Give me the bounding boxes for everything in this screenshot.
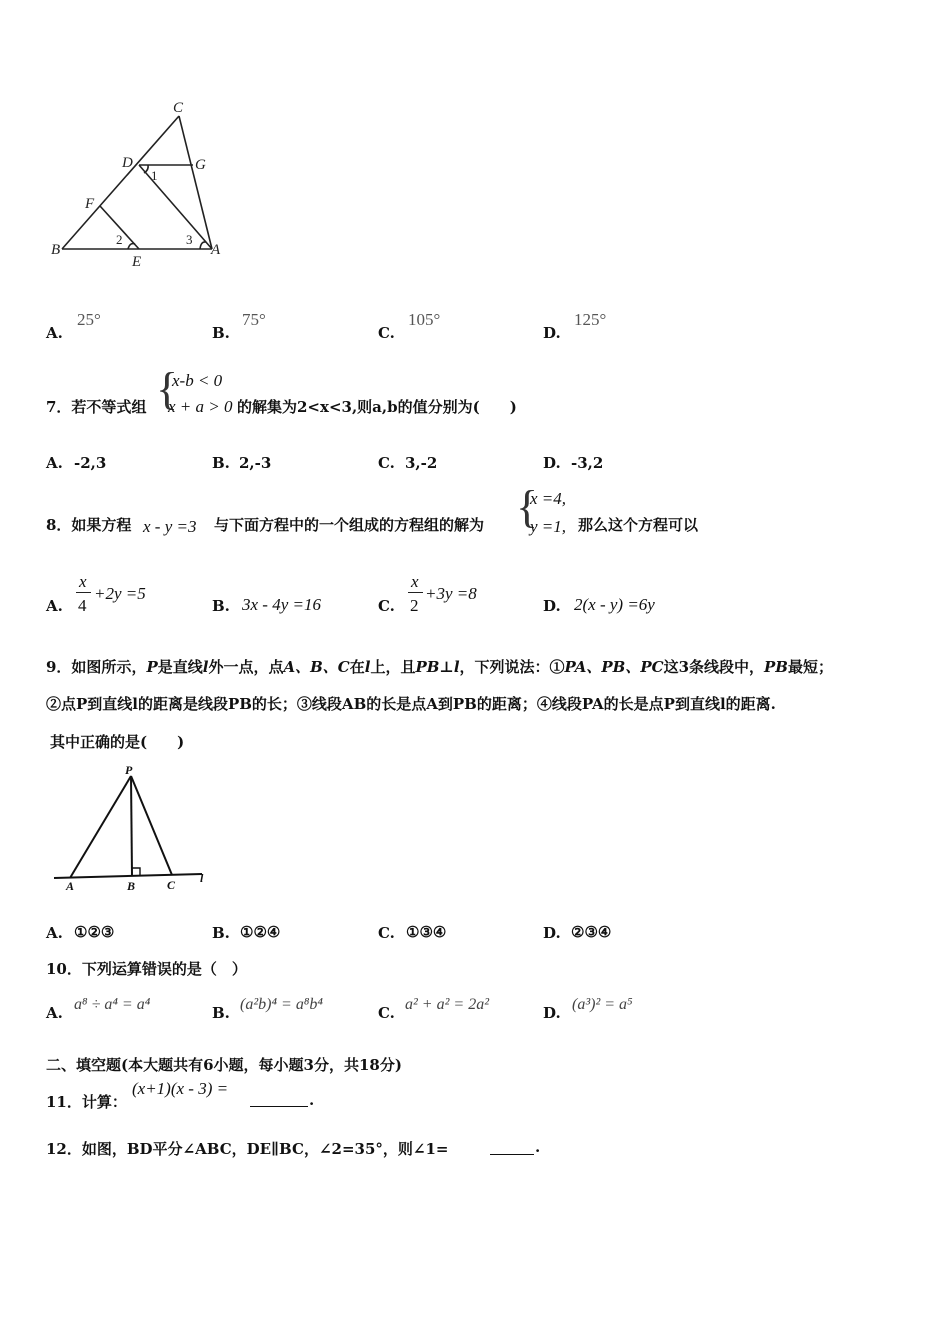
q9-segment-pb: PB	[764, 658, 788, 676]
fig9-label-A: A	[66, 879, 75, 893]
q9-point-p: P	[146, 658, 158, 676]
q7-option-d-label[interactable]: D.	[543, 454, 561, 472]
q11-number: 11．计算：	[46, 1093, 127, 1111]
q8-option-a-rest: +2y =5	[94, 584, 146, 603]
fig9-label-B: B	[127, 879, 136, 893]
q6-option-c-value: 105°	[408, 310, 441, 329]
q7-option-d-value: -3,2	[571, 454, 604, 472]
q8-option-d-label[interactable]: D.	[543, 597, 561, 615]
q11-expression: (x+1)(x - 3) =	[132, 1079, 229, 1098]
q11-answer-blank[interactable]	[250, 1090, 308, 1107]
q9-text-e: 上，且	[370, 658, 416, 676]
label-A: A	[211, 242, 221, 258]
q9-perpendicular: PB⊥l	[415, 658, 460, 676]
q6-option-a-label[interactable]: A.	[46, 324, 63, 342]
label-angle-3: 3	[186, 232, 193, 247]
q7-inequality-2: x + a > 0	[168, 397, 233, 416]
line-l	[54, 874, 202, 878]
q7-option-a-value: -2,3	[74, 454, 107, 472]
label-D: D	[122, 155, 133, 171]
q10-option-a-label[interactable]: A.	[46, 1004, 63, 1022]
q12-answer-blank[interactable]	[490, 1138, 534, 1155]
q10-stem: 10．下列运算错误的是（ ）	[46, 960, 247, 978]
q9-option-b-value: ①②④	[240, 923, 281, 941]
fig9-label-C: C	[167, 878, 176, 892]
q9-option-d-value: ②③④	[571, 923, 612, 941]
q9-line-l: l	[202, 658, 209, 676]
q7-option-b-value: 2,-3	[239, 454, 272, 472]
q9-text-g: 这3条线段中，	[663, 658, 765, 676]
q9-option-b-label[interactable]: B.	[212, 924, 230, 942]
q8-option-d-value: 2(x - y) =6y	[574, 595, 655, 614]
q10-option-c-label[interactable]: C.	[378, 1004, 395, 1022]
q8-option-a-denominator: 4	[78, 596, 87, 615]
q9-option-c-value: ①③④	[406, 923, 447, 941]
q9-text-f: ，下列说法：①	[459, 658, 565, 676]
q7-number: 7．若不等式组	[46, 398, 147, 416]
segment-PB	[131, 776, 132, 876]
q9-points-abc: A、B、C	[283, 658, 350, 676]
q11-period: .	[309, 1091, 315, 1109]
q8-option-c-rest: +3y =8	[425, 584, 477, 603]
q7-stem-tail: 的解集为2<x<3,则a,b的值分别为( )	[237, 398, 517, 416]
q10-option-c-value: a² + a² = 2a²	[405, 996, 489, 1013]
q8-option-c-label[interactable]: C.	[378, 597, 395, 615]
q9-option-c-label[interactable]: C.	[378, 924, 395, 942]
q8-option-a-fraction-bar	[76, 592, 91, 593]
q6-option-a-value: 25°	[77, 310, 101, 329]
q12-period: .	[535, 1138, 541, 1156]
q8-brace: {	[516, 481, 539, 532]
q9-text-b: 是直线	[157, 658, 203, 676]
q8-option-c-denominator: 2	[410, 596, 419, 615]
q6-option-d-value: 125°	[574, 310, 607, 329]
section-2-title: 二、填空题(本大题共有6小题，每小题3分，共18分)	[46, 1056, 402, 1074]
q9-text-a: 9．如图所示，	[46, 658, 147, 676]
q8-option-a-label[interactable]: A.	[46, 597, 63, 615]
q9-text-c: 外一点，点	[208, 658, 284, 676]
perpendicular-figure	[50, 762, 215, 894]
label-angle-2: 2	[116, 232, 123, 247]
label-E: E	[132, 254, 142, 270]
q7-inequality-1: x-b < 0	[172, 371, 223, 390]
q9-option-d-label[interactable]: D.	[543, 924, 561, 942]
q10-option-d-label[interactable]: D.	[543, 1004, 561, 1022]
triangle-figure	[48, 98, 238, 270]
q6-option-d-label[interactable]: D.	[543, 324, 561, 342]
q6-option-b-label[interactable]: B.	[212, 324, 230, 342]
q7-option-a-label[interactable]: A.	[46, 454, 63, 472]
q9-line-l-2: l	[364, 658, 371, 676]
q8-solution-y: y =1,	[530, 517, 567, 536]
fig9-label-P: P	[125, 763, 133, 777]
q9-text-h: 最短；	[787, 658, 833, 676]
q8-number: 8．如果方程	[46, 516, 132, 534]
segment-PC	[131, 776, 172, 875]
q8-equation: x - y =3	[143, 517, 197, 536]
q6-option-b-value: 75°	[242, 310, 266, 329]
q8-option-c-fraction-bar	[408, 592, 423, 593]
q7-brace: {	[156, 363, 179, 414]
q8-option-b-value: 3x - 4y =16	[242, 595, 321, 614]
q9-stem-line-1	[46, 656, 833, 677]
label-C: C	[173, 100, 184, 116]
q10-option-b-label[interactable]: B.	[212, 1004, 230, 1022]
q8-stem-mid: 与下面方程中的一个组成的方程组的解为	[214, 516, 485, 534]
q9-option-a-value: ①②③	[74, 923, 115, 941]
angle-arc-3	[200, 242, 206, 249]
q8-stem-tail: 那么这个方程可以	[578, 516, 699, 534]
label-B: B	[51, 242, 61, 258]
q7-option-b-label[interactable]: B.	[212, 454, 230, 472]
angle-arc-1	[144, 165, 148, 173]
q10-option-a-value: a⁸ ÷ a⁴ = a⁴	[74, 996, 151, 1013]
label-F: F	[85, 196, 95, 212]
q12-stem: 12．如图，BD平分∠ABC，DE∥BC，∠2=35°，则∠1=	[46, 1140, 449, 1158]
q10-option-d-value: (a³)² = a⁵	[572, 996, 633, 1013]
q7-option-c-label[interactable]: C.	[378, 454, 395, 472]
angle-arc-2	[128, 244, 135, 249]
q10-option-b-value: (a²b)⁴ = a⁸b⁴	[240, 996, 323, 1013]
q9-option-a-label[interactable]: A.	[46, 924, 63, 942]
q8-option-a-numerator: x	[79, 572, 87, 591]
label-angle-1: 1	[151, 168, 158, 183]
q9-text-d: 在	[349, 658, 365, 676]
q7-option-c-value: 3,-2	[405, 454, 438, 472]
fig9-label-l: l	[200, 871, 204, 885]
q9-segments: PA、PB、PC	[564, 658, 664, 676]
q8-option-b-label[interactable]: B.	[212, 597, 230, 615]
q6-option-c-label[interactable]: C.	[378, 324, 395, 342]
q8-option-c-numerator: x	[411, 572, 419, 591]
segment-PA	[70, 776, 131, 878]
q8-solution-x: x =4,	[530, 489, 567, 508]
q9-stem-line-3: 其中正确的是( )	[50, 733, 185, 751]
label-G: G	[195, 157, 206, 173]
q9-stem-line-2: ②点P到直线l的距离是线段PB的长；③线段AB的长是点A到PB的距离；④线段PA的长是点P到直线l的距离.	[46, 695, 776, 713]
